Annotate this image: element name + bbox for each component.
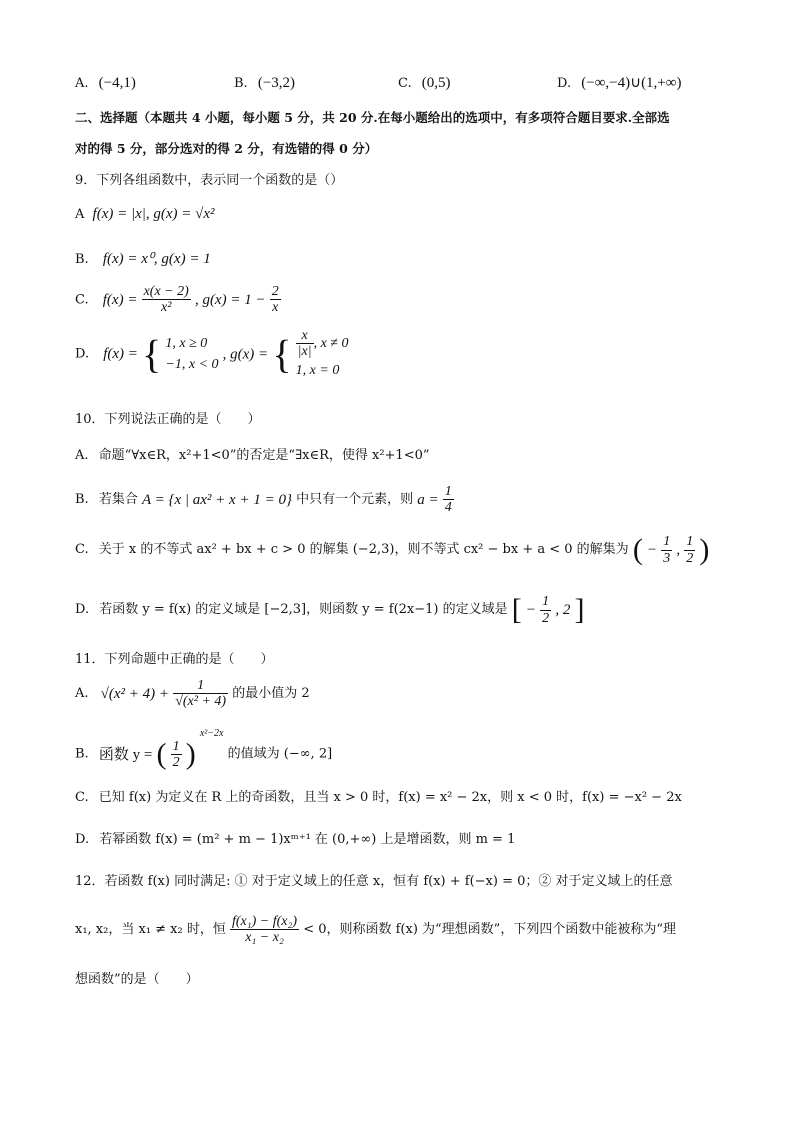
q9-option-d bbox=[75, 328, 349, 381]
interval-tail: , 2 bbox=[555, 602, 571, 618]
q12-line2 bbox=[75, 914, 676, 946]
option-text: 的最小值为 2 bbox=[232, 686, 310, 702]
q10-option-d bbox=[75, 592, 584, 628]
right-bracket-icon: ] bbox=[574, 593, 585, 626]
option-formula-f: f(x) = bbox=[103, 346, 138, 363]
right-paren-icon: ) bbox=[699, 533, 710, 566]
q12-text: x₁, x₂，当 x₁ ≠ x₂ 时，恒 bbox=[75, 922, 226, 938]
option-text: 命题“∀x∈R，x²+1<0”的否定是“∃x∈R，使得 x²+1<0” bbox=[98, 448, 430, 463]
option-label: B. bbox=[75, 492, 89, 508]
option-formula: f(x) = |x|, g(x) = √x² bbox=[92, 206, 215, 222]
fraction bbox=[684, 534, 695, 566]
option-label: A. bbox=[75, 448, 89, 463]
q12-text: < 0，则称函数 f(x) 为“理想函数”，下列四个函数中能被称为“理 bbox=[303, 922, 676, 938]
piece-line: 1, x ≥ 0 bbox=[165, 336, 208, 352]
q11-option-c bbox=[75, 790, 682, 806]
left-bracket-icon: [ bbox=[511, 593, 522, 626]
option-text: (0,5) bbox=[421, 75, 451, 91]
option-text: 若集合 bbox=[98, 492, 138, 508]
q10-option-c bbox=[75, 532, 709, 568]
numerator: 2 bbox=[271, 284, 279, 299]
option-label: B. bbox=[75, 746, 89, 762]
option-text: 已知 f(x) 为定义在 R 上的奇函数，且当 x > 0 时，f(x) = x² − 2x，则 x < 0 时，f(x) = −x² − 2x bbox=[98, 790, 682, 805]
piece-line: −1, x < 0 bbox=[165, 357, 219, 373]
numerator: 1 bbox=[663, 534, 671, 550]
q8-option-c bbox=[398, 74, 451, 92]
q12-line3: 想函数”的是（ ） bbox=[75, 972, 199, 987]
q9-option-c bbox=[75, 284, 281, 316]
option-text: 中只有一个元素，则 bbox=[296, 492, 414, 508]
section-heading-line1: 二、选择题（本题共 4 小题，每小题 5 分，共 20 分.在每小题给出的选项中，有多项符合题目要求.全部选 bbox=[75, 110, 670, 125]
option-text: (−4,1) bbox=[98, 75, 136, 91]
option-text: (−∞,−4)∪(1,+∞) bbox=[581, 75, 682, 91]
left-paren-icon: ( bbox=[156, 737, 167, 771]
numerator: 1 bbox=[542, 594, 550, 610]
option-text: 若函数 y = f(x) 的定义域是 [−2,3]，则函数 y = f(2x−1) 的定义域是 bbox=[99, 602, 508, 618]
option-label: D. bbox=[75, 602, 90, 618]
option-label: C. bbox=[398, 76, 412, 91]
left-paren-icon: ( bbox=[632, 533, 643, 566]
option-label: D. bbox=[557, 76, 572, 91]
option-label: C. bbox=[75, 292, 89, 308]
q11-stem: 11．下列命题中正确的是（ ） bbox=[75, 652, 274, 667]
option-formula: f(x) = x⁰, g(x) = 1 bbox=[102, 251, 211, 267]
q11-option-b bbox=[75, 728, 332, 773]
denominator: 4 bbox=[444, 500, 452, 516]
piecewise-f bbox=[165, 333, 218, 375]
option-formula: 函数 y = bbox=[98, 746, 153, 763]
option-formula-g: , g(x) = bbox=[222, 346, 269, 363]
piece-line bbox=[296, 328, 349, 360]
piece-tail: , x ≠ 0 bbox=[313, 336, 349, 352]
q11-option-a bbox=[75, 678, 310, 710]
option-label: C. bbox=[75, 542, 89, 558]
option-label: B. bbox=[75, 252, 89, 267]
piece-line: 1, x = 0 bbox=[295, 362, 340, 378]
q10-option-a bbox=[75, 448, 430, 464]
numerator: x(x − 2) bbox=[143, 284, 189, 299]
left-brace-icon: { bbox=[142, 331, 162, 377]
fraction bbox=[230, 914, 299, 946]
exponent: x²−2x bbox=[199, 728, 224, 739]
q8-option-b bbox=[234, 74, 295, 92]
q10-stem: 10．下列说法正确的是（ ） bbox=[75, 412, 261, 427]
q8-option-a bbox=[75, 74, 136, 92]
set-formula: A = {x | ax² + x + 1 = 0} bbox=[141, 491, 292, 508]
option-text: (−3,2) bbox=[257, 75, 296, 91]
q11-option-d bbox=[75, 832, 515, 848]
fraction bbox=[142, 284, 191, 316]
piecewise-g bbox=[296, 328, 349, 381]
option-label: A bbox=[75, 207, 85, 222]
fraction bbox=[661, 534, 672, 566]
fraction bbox=[171, 739, 182, 771]
option-label: D. bbox=[75, 832, 90, 847]
denominator: 2 bbox=[686, 550, 694, 566]
fraction bbox=[540, 594, 551, 626]
q8-option-d bbox=[557, 74, 681, 92]
denominator: |x| bbox=[297, 344, 312, 360]
option-text: 若幂函数 f(x) = (m² + m − 1)xᵐ⁺¹ 在 (0,+∞) 上是增函数，则 m = 1 bbox=[99, 832, 516, 847]
option-label: B. bbox=[234, 76, 248, 91]
option-formula-f: f(x) = bbox=[102, 291, 138, 308]
q9-option-a bbox=[75, 205, 215, 223]
numerator: f(x₁) − f(x₂) bbox=[232, 914, 298, 929]
numerator: 1 bbox=[172, 738, 180, 754]
denominator: 3 bbox=[663, 550, 671, 566]
denominator: x bbox=[272, 300, 279, 316]
q9-stem: 9．下列各组函数中，表示同一个函数的是（） bbox=[75, 173, 344, 188]
fraction bbox=[173, 678, 228, 710]
comma: , bbox=[676, 542, 681, 558]
minus-sign: − bbox=[525, 602, 537, 618]
denominator: x² bbox=[160, 300, 172, 316]
option-formula-g: , g(x) = 1 − bbox=[194, 291, 266, 308]
denominator: 2 bbox=[172, 755, 180, 770]
denominator: x₁ − x₂ bbox=[245, 930, 284, 946]
option-text: 关于 x 的不等式 ax² + bx + c > 0 的解集 (−2,3)，则不等式 cx² − bx + a < 0 的解集为 bbox=[98, 542, 629, 558]
option-label: A. bbox=[75, 76, 89, 91]
q10-option-b bbox=[75, 484, 454, 516]
q12-line1: 12．若函数 f(x) 同时满足: ① 对于定义域上的任意 x，恒有 f(x) + f(−x) = 0；② 对于定义域上的任意 bbox=[75, 874, 673, 889]
minus-sign: − bbox=[646, 542, 658, 558]
option-label: C. bbox=[75, 790, 89, 805]
fraction bbox=[296, 328, 314, 360]
numerator: 1 bbox=[444, 484, 452, 499]
fraction bbox=[443, 484, 454, 516]
section-heading-line2: 对的得 5 分，部分选对的得 2 分，有选错的得 0 分） bbox=[75, 141, 378, 156]
option-label: A. bbox=[75, 686, 89, 702]
left-brace-icon: { bbox=[272, 331, 292, 377]
denominator: √(x² + 4) bbox=[175, 694, 227, 710]
q9-option-b bbox=[75, 250, 211, 268]
numerator: x bbox=[296, 328, 314, 344]
fraction bbox=[270, 284, 281, 316]
numerator: 1 bbox=[686, 534, 694, 550]
right-paren-icon: ) bbox=[185, 737, 196, 771]
option-label: D. bbox=[75, 346, 90, 362]
option-text: 的值域为 (−∞, 2] bbox=[227, 746, 333, 762]
numerator: 1 bbox=[173, 678, 228, 694]
option-formula: √(x² + 4) + bbox=[100, 685, 170, 702]
denominator: 2 bbox=[542, 610, 550, 626]
option-formula: a = bbox=[417, 491, 439, 508]
